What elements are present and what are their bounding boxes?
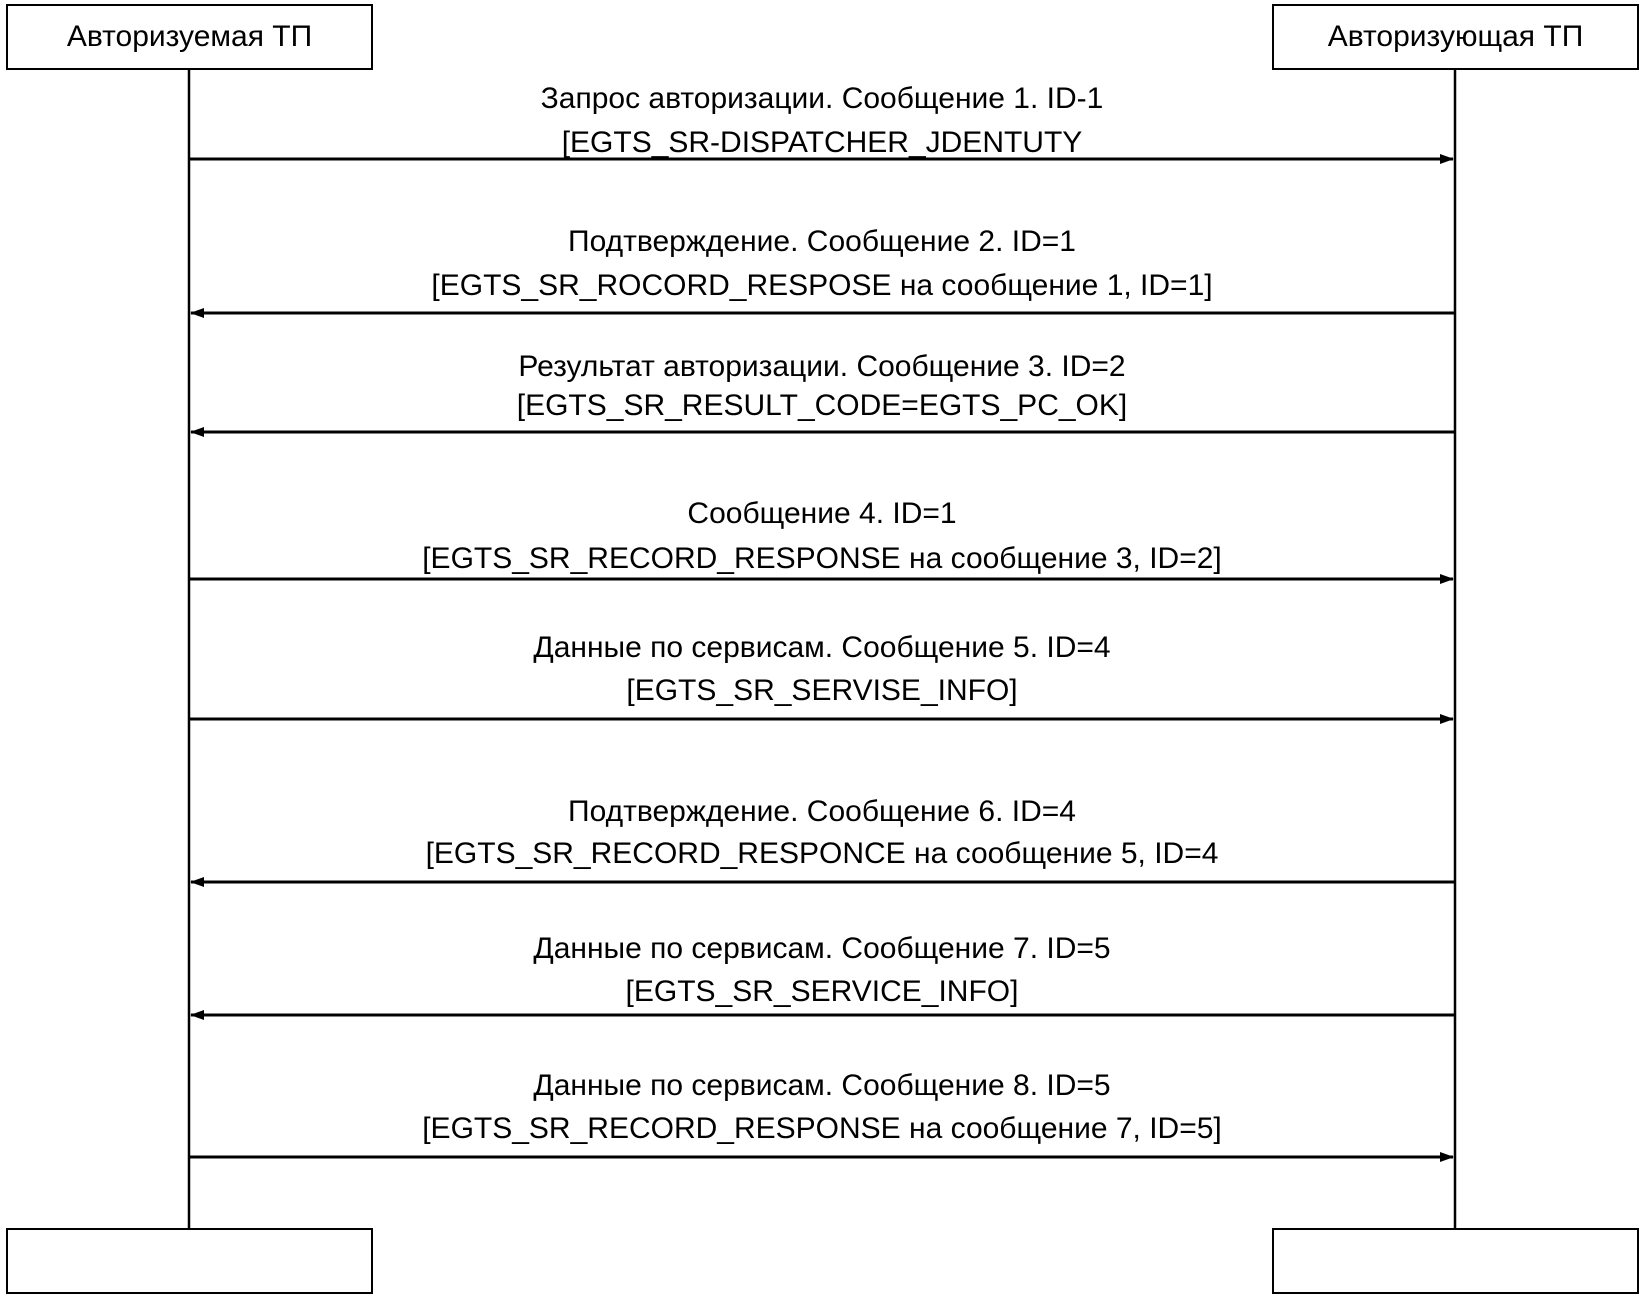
message-4-title: Сообщение 4. ID=1 <box>687 497 957 530</box>
participant-authorized-tp-bottom <box>6 1228 373 1294</box>
message-1-title: Запрос авторизации. Сообщение 1. ID-1 <box>540 82 1104 115</box>
message-8 <box>189 1069 1453 1157</box>
message-5 <box>189 631 1453 719</box>
message-8-detail: [EGTS_SR_RECORD_RESPONSE на сообщение 7, ID=5] <box>422 1112 1222 1145</box>
message-1 <box>189 82 1453 159</box>
participant-authorizing-tp-top: Авторизующая ТП <box>1272 4 1639 70</box>
message-6-detail: [EGTS_SR_RECORD_RESPONCE на сообщение 5, ID=4 <box>425 837 1219 870</box>
message-2 <box>191 225 1455 313</box>
message-3-detail: [EGTS_SR_RESULT_CODE=EGTS_PC_OK] <box>516 389 1128 422</box>
message-8-title: Данные по сервисам. Сообщение 8. ID=5 <box>533 1069 1111 1102</box>
message-4-detail: [EGTS_SR_RECORD_RESPONSE на сообщение 3, ID=2] <box>422 542 1222 575</box>
message-7-detail: [EGTS_SR_SERVICE_INFO] <box>625 975 1019 1008</box>
messages-layer <box>189 82 1455 1157</box>
message-7-title: Данные по сервисам. Сообщение 7. ID=5 <box>533 932 1111 965</box>
message-1-detail: [EGTS_SR-DISPATCHER_JDENTUTY <box>561 126 1083 159</box>
message-5-detail: [EGTS_SR_SERVISE_INFO] <box>626 674 1018 707</box>
message-3 <box>191 350 1455 432</box>
participant-authorizing-tp-bottom <box>1272 1228 1639 1294</box>
message-7 <box>191 932 1455 1015</box>
message-6 <box>191 795 1455 882</box>
message-3-title: Результат авторизации. Сообщение 3. ID=2 <box>518 350 1126 383</box>
participant-authorized-tp-top: Авторизуемая ТП <box>6 4 373 70</box>
message-2-title: Подтверждение. Сообщение 2. ID=1 <box>568 225 1076 258</box>
message-5-title: Данные по сервисам. Сообщение 5. ID=4 <box>533 631 1111 664</box>
message-4 <box>189 497 1453 579</box>
message-2-detail: [EGTS_SR_ROCORD_RESPOSE на сообщение 1, ID=1] <box>431 269 1213 302</box>
message-6-title: Подтверждение. Сообщение 6. ID=4 <box>568 795 1076 828</box>
